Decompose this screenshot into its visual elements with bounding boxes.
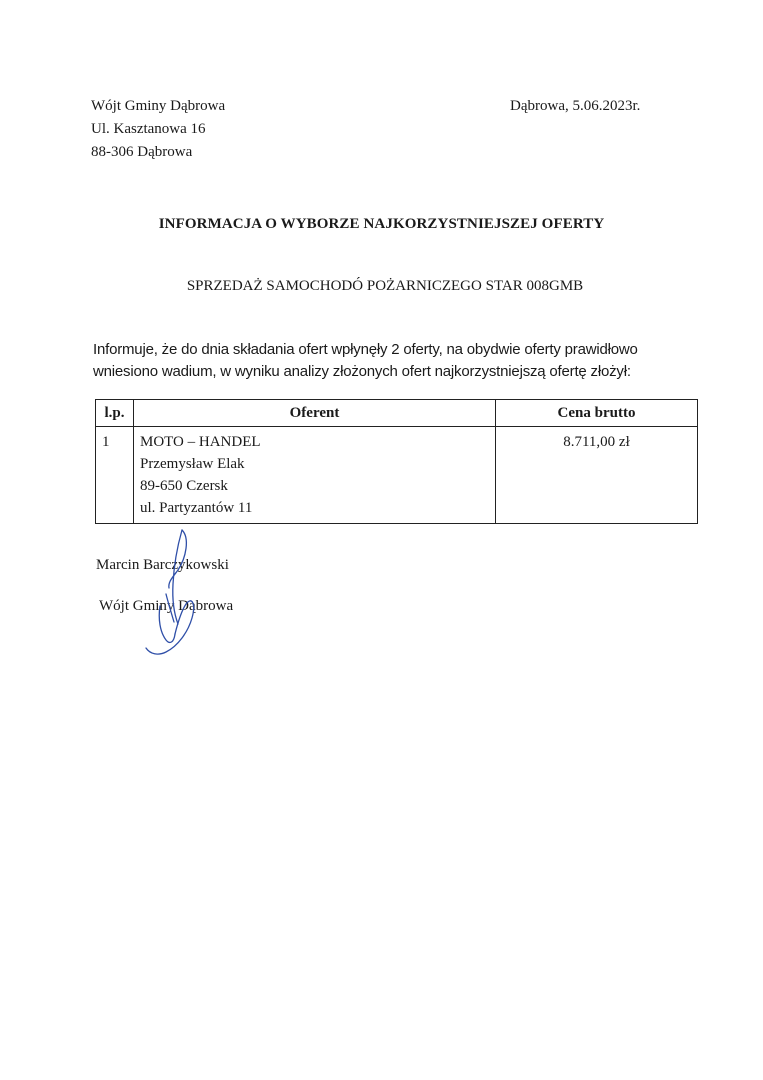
- oferent-line-4: ul. Partyzantów 11: [140, 500, 253, 516]
- sender-line-1: Wójt Gminy Dąbrowa: [91, 98, 226, 114]
- oferent-line-3: 89-650 Czersk: [140, 478, 228, 494]
- handwritten-signature: [138, 524, 208, 659]
- signatory-name: Marcin Barczykowski: [96, 557, 229, 573]
- oferent-line-1: MOTO – HANDEL: [140, 434, 261, 450]
- document-title: INFORMACJA O WYBORZE NAJKORZYSTNIEJSZEJ OFERTY: [158, 216, 605, 232]
- header-lp: l.p.: [96, 400, 134, 427]
- place-and-date: Dąbrowa, 5.06.2023r.: [510, 98, 641, 114]
- document-subtitle: SPRZEDAŻ SAMOCHODÓ POŻARNICZEGO STAR 008GMB: [186, 278, 584, 294]
- offers-table: [95, 399, 698, 524]
- intro-line-1: Informuje, że do dnia składania ofert wpłynęły 2 oferty, na obydwie oferty prawidłowo: [93, 341, 638, 358]
- cell-oferent: [134, 427, 496, 524]
- intro-line-2: wniesiono wadium, w wyniku analizy złożonych ofert najkorzystniejszą ofertę złożył:: [93, 363, 631, 380]
- cell-price: 8.711,00 zł: [496, 427, 698, 524]
- intro-paragraph: [93, 339, 653, 383]
- cell-lp: 1: [96, 427, 134, 524]
- sender-line-2: Ul. Kasztanowa 16: [91, 121, 206, 137]
- sender-address: [91, 95, 225, 164]
- sender-line-3: 88-306 Dąbrowa: [91, 144, 193, 160]
- table-row: [96, 427, 698, 524]
- header-oferent: Oferent: [134, 400, 496, 427]
- signatory-role: Wójt Gminy Dąbrowa: [99, 598, 234, 614]
- table-header-row: [96, 400, 698, 427]
- header-price: Cena brutto: [496, 400, 698, 427]
- oferent-line-2: Przemysław Elak: [140, 456, 245, 472]
